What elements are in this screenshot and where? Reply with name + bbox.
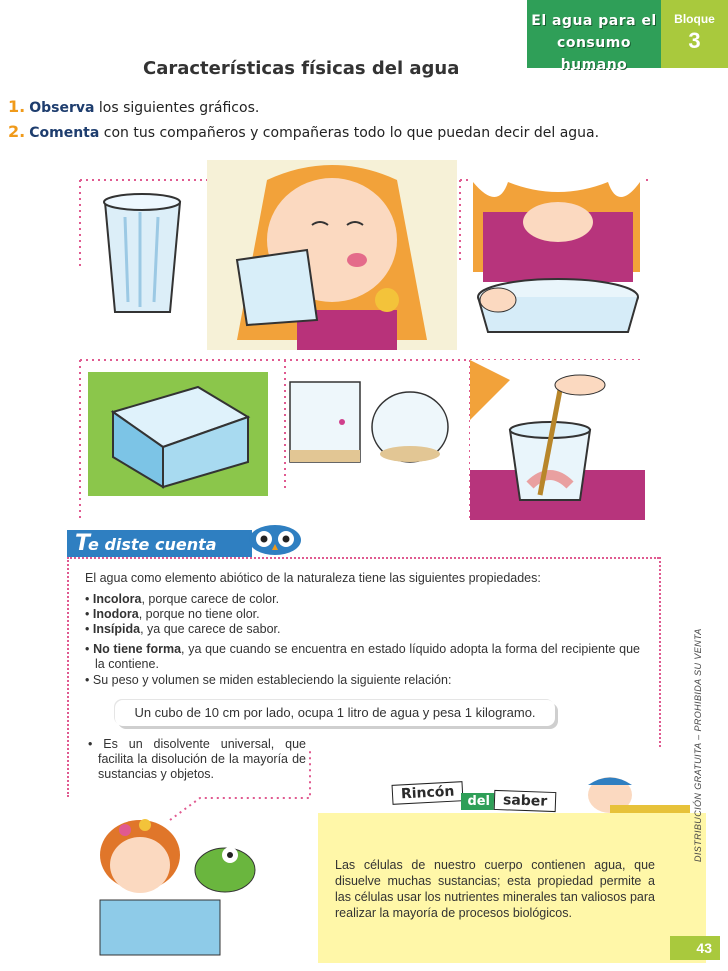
rincon-title: Rincón del saber — [392, 783, 556, 803]
instruction-1: 1. Observa los siguientes gráficos. — [8, 97, 260, 116]
section-border-left — [67, 557, 69, 797]
ice-cube-illustration — [88, 372, 268, 496]
section-border-top — [67, 557, 659, 559]
girl-drinking-illustration — [207, 160, 457, 350]
bullet-peso-volumen: • Su peso y volumen se miden estableciendo la siguiente relación: — [85, 673, 452, 687]
owl-icon — [248, 522, 302, 556]
distribution-note: DISTRIBUCIÓN GRATUITA – PROHIBIDA SU VENTA — [693, 628, 703, 862]
bullet-incolora: • Incolora, porque carece de color. — [85, 592, 280, 606]
aquarium-illustration — [280, 372, 460, 496]
bullet-disolvente: • Es un disolvente universal, que facilita la disolución de la mayoría de sustancias y objetos. — [88, 737, 306, 781]
formula-box: Un cubo de 10 cm por lado, ocupa 1 litro de agua y pesa 1 kilogramo. — [115, 700, 555, 726]
girl-with-frog-illustration — [80, 815, 270, 965]
bullet-no-forma: • No tiene forma, ya que cuando se encuentra en estado líquido adopta la forma del recipiente que la contiene. — [85, 642, 640, 671]
rincon-text: Las células de nuestro cuerpo contienen agua, que disuelve muchas sustancias; esta propiedad permite a las células usar los nutrientes minerales tan valiosos para realizar la mayoría de procesos biológicos. — [335, 858, 655, 920]
glass-illustration — [80, 172, 207, 329]
bloque-number: 3 — [688, 28, 701, 53]
page-number: 43 — [670, 936, 720, 960]
section-intro: El agua como elemento abiótico de la naturaleza tiene las siguientes propiedades: — [85, 571, 541, 585]
bullet-insipida: • Insípida, ya que carece de sabor. — [85, 622, 281, 636]
page-title: Características físicas del agua — [143, 58, 460, 79]
chapter-title: El agua para el consumo humano — [531, 13, 657, 73]
instruction-2: 2. Comenta con tus compañeros y compañeras todo lo que puedan decir del agua. — [8, 122, 600, 141]
bloque-label: Bloque — [674, 12, 715, 26]
section-title: Te diste cuenta — [67, 530, 252, 557]
bloque-badge — [661, 0, 728, 68]
stirring-glass-illustration — [470, 360, 645, 520]
bullet-inodora: • Inodora, porque no tiene olor. — [85, 607, 260, 621]
bowl-illustration — [468, 172, 643, 337]
section-border-right — [659, 557, 661, 747]
